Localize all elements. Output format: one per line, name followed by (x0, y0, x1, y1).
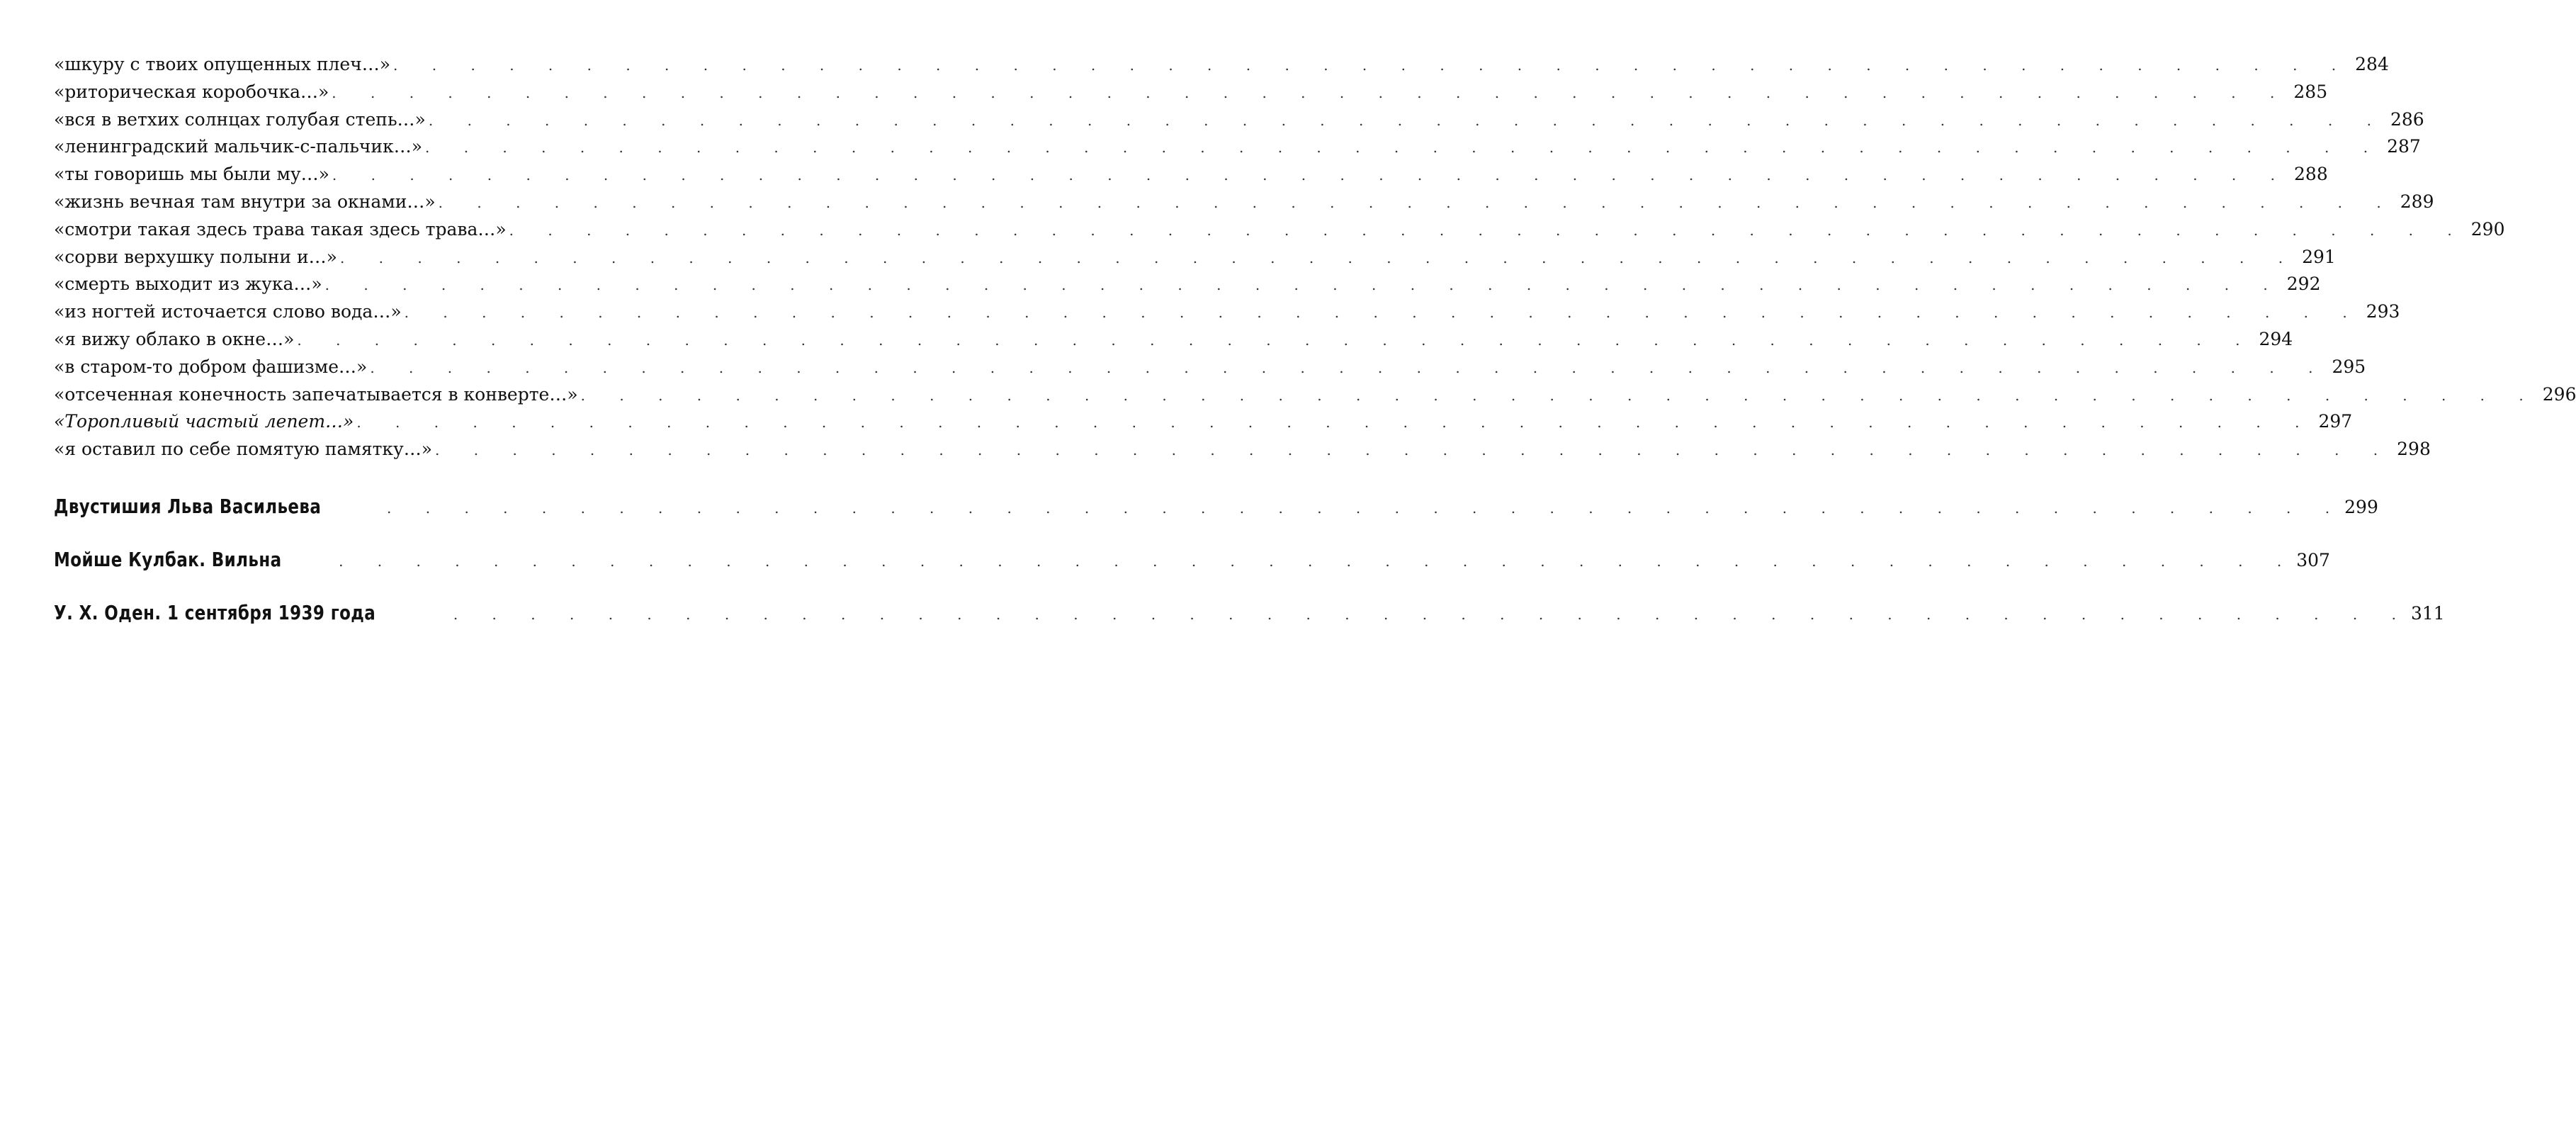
toc-section-title: Мойше Кулбак. Вильна (54, 547, 282, 571)
dot-leader: . . . . . . . . . . . . . . . . . . . . . . . . . . . . . . . . . . . . . . . . . . . . . . . . . . . (339, 552, 2297, 570)
toc-entry-page: 291 (2302, 246, 2336, 267)
toc-entry-title: «отсеченная конечность запечатывается в конверте…» (54, 383, 578, 405)
toc-entry-page: 290 (2470, 218, 2505, 240)
toc-entry (54, 354, 2366, 381)
toc-entry-title: «в старом-то добром фашизме…» (54, 356, 368, 377)
toc-entry-title: «вся в ветхих солнцах голубая степь…» (54, 108, 426, 130)
toc-entry-title: «смерть выходит из жука…» (54, 274, 322, 295)
dot-leader: . . . . . . . . . . . . . . . . . . . . . . . . . . . . . . . . . . . . . . . . . . . . . . . . . . . (435, 441, 2393, 459)
toc-section-title: Двустишия Льва Васильева (54, 494, 322, 518)
toc-section (54, 600, 2445, 624)
dot-leader: . . . . . . . . . . . . . . . . . . . . . . . . . . . . . . . . . . . . . . . . . . . . . . . . . . . (356, 414, 2315, 432)
toc-entry-page: 284 (2355, 54, 2389, 74)
dot-leader: . . . . . . . . . . . . . . . . . . . . . . . . . . . . . . . . . . . . . . . . . . . . . . . . . . . (297, 331, 2255, 349)
dot-leader: . . . . . . . . . . . . . . . . . . . . . . . . . . . . . . . . . . . . . . . . . . . . . . . . . . . (404, 304, 2362, 322)
dot-leader: . . . . . . . . . . . . . . . . . . . . . . . . . . . . . . . . . . . . . . . . . . . . . . . . . . . (438, 193, 2396, 211)
toc-section-title: У. Х. Оден. 1 сентября 1939 года (54, 600, 376, 624)
toc-entry-title: «сорви верхушку полыни и…» (54, 246, 337, 267)
toc-entry (54, 188, 2434, 216)
toc-entry-page: 285 (2293, 81, 2328, 102)
toc-entry (54, 161, 2328, 188)
toc-entry-title: «ты говоришь мы были му…» (54, 164, 329, 185)
toc-entry (54, 106, 2424, 134)
dot-leader: . . . . . . . . . . . . . . . . . . . . . . . . . . . . . . . . . . . . . . . . . . . . . . . . . . . (453, 605, 2411, 623)
toc-entry-title: «шкуру с твоих опущенных плеч…» (54, 54, 391, 74)
toc-entry-title: «смотри такая здесь трава такая здесь трава…» (54, 218, 507, 240)
toc-entry-page: 287 (2387, 136, 2421, 157)
dot-leader: . . . . . . . . . . . . . . . . . . . . . . . . . . . . . . . . . . . . . . . . . . . . . . . . . . . (428, 111, 2386, 129)
toc-entry (54, 436, 2431, 463)
toc-entry-title: «Торопливый частый лепет…» (54, 411, 354, 432)
toc-entry-page: 297 (2318, 411, 2353, 432)
dot-leader: . . . . . . . . . . . . . . . . . . . . . . . . . . . . . . . . . . . . . . . . . . . . . . . . . . . (580, 386, 2538, 404)
dot-leader: . . . . . . . . . . . . . . . . . . . . . . . . . . . . . . . . . . . . . . . . . . . . . . . . . . . (332, 84, 2290, 101)
toc-entry-page: 293 (2366, 301, 2400, 322)
dot-leader: . . . . . . . . . . . . . . . . . . . . . . . . . . . . . . . . . . . . . . . . . . . . . . . . . . . (370, 359, 2328, 376)
toc-entry-page: 292 (2286, 274, 2321, 295)
toc-entry-page: 288 (2294, 164, 2328, 185)
toc-entry-title: «я вижу облако в окне…» (54, 328, 295, 349)
toc-entry (54, 79, 2328, 106)
toc-entry-title: «я оставил по себе помятую памятку…» (54, 439, 433, 460)
toc-entry (54, 51, 2389, 79)
toc-entry (54, 244, 2336, 271)
dot-leader: . . . . . . . . . . . . . . . . . . . . . . . . . . . . . . . . . . . . . . . . . . . . . . . . . . . (324, 276, 2283, 294)
toc-entry (54, 298, 2400, 326)
dot-leader: . . . . . . . . . . . . . . . . . . . . . . . . . . . . . . . . . . . . . . . . . . . . . . . . . . . (387, 499, 2345, 517)
toc-section-page: 307 (2296, 549, 2330, 570)
toc-entry-page: 289 (2400, 191, 2434, 212)
toc-entry-title: «из ногтей источается слово вода…» (54, 301, 402, 322)
dot-leader: . . . . . . . . . . . . . . . . . . . . . . . . . . . . . . . . . . . . . . . . . . . . . . . . . . . (339, 249, 2298, 266)
toc-entry-title: «риторическая коробочка…» (54, 81, 329, 102)
toc-entry-title: «ленинградский мальчик-с-пальчик…» (54, 136, 422, 157)
toc-entry (54, 381, 2576, 409)
dot-leader: . . . . . . . . . . . . . . . . . . . . . . . . . . . . . . . . . . . . . . . . . . . . . . . . . . . (332, 167, 2290, 184)
dot-leader: . . . . . . . . . . . . . . . . . . . . . . . . . . . . . . . . . . . . . . . . . . . . . . . . . . . (509, 221, 2467, 239)
dot-leader: . . . . . . . . . . . . . . . . . . . . . . . . . . . . . . . . . . . . . . . . . . . . . . . . . . . (424, 139, 2383, 157)
toc-entry-title: «жизнь вечная там внутри за окнами…» (54, 191, 436, 212)
dot-leader: . . . . . . . . . . . . . . . . . . . . . . . . . . . . . . . . . . . . . . . . . . . . . . . . . . . (393, 57, 2351, 74)
toc-section-page: 311 (2410, 602, 2445, 624)
toc-entry (54, 326, 2293, 354)
toc-entry-page: 296 (2542, 383, 2576, 405)
toc-entry (54, 216, 2505, 244)
toc-entry (54, 133, 2421, 161)
toc-section-page: 299 (2344, 496, 2378, 517)
toc-entry-page: 298 (2397, 439, 2431, 460)
toc-entry-page: 295 (2332, 356, 2366, 377)
toc-entry (54, 408, 2353, 436)
toc-entry (54, 271, 2321, 298)
table-of-contents (54, 51, 2576, 624)
toc-entry-page: 294 (2259, 328, 2293, 349)
toc-section (54, 494, 2378, 518)
toc-entry-page: 286 (2390, 108, 2424, 130)
toc-section (54, 547, 2330, 571)
